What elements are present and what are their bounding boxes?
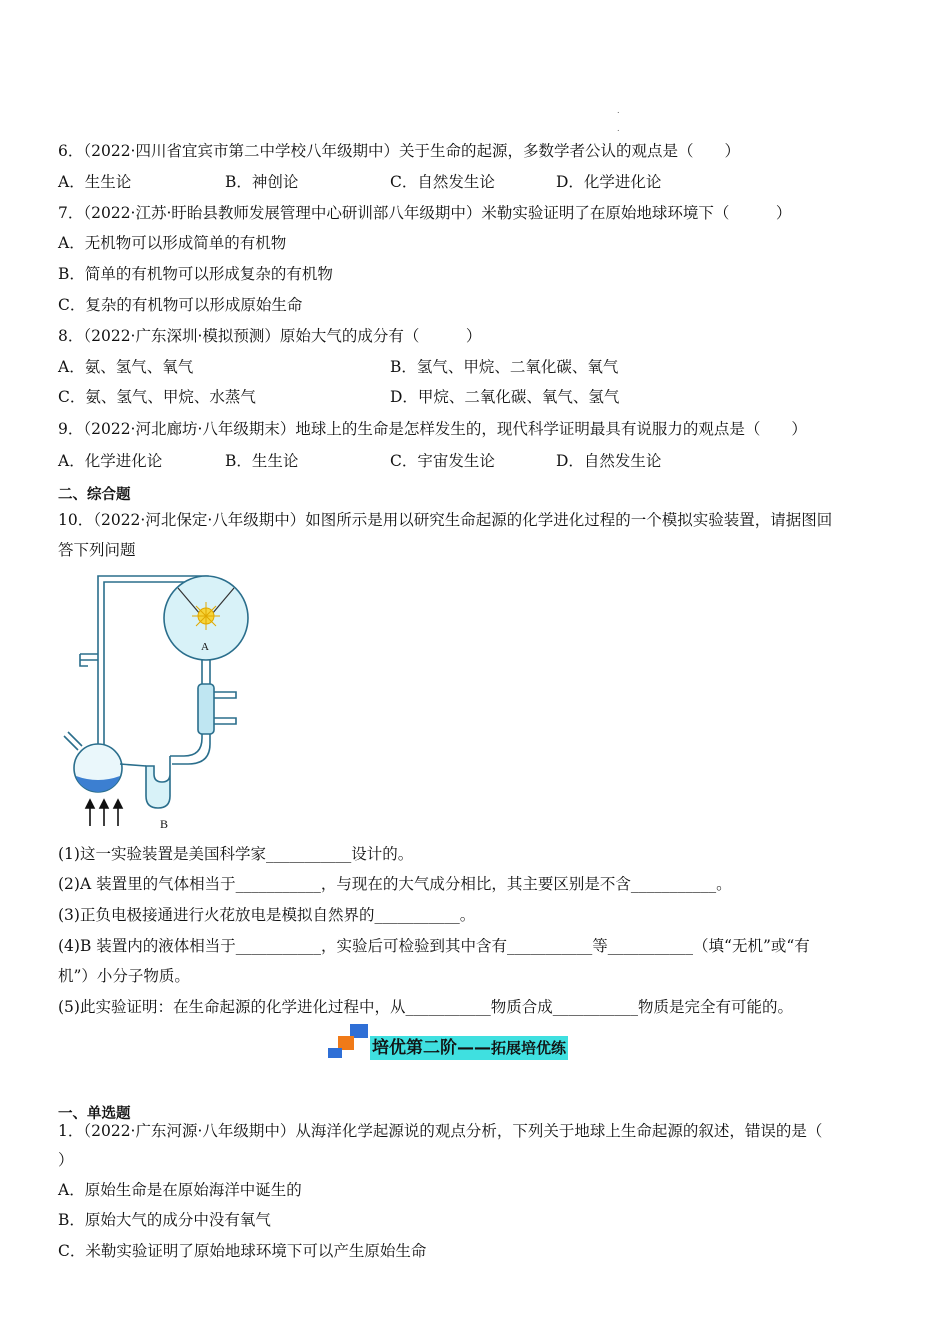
question-8-stem: 8．（2022·广东深圳·模拟预测）原始大气的成分有（ ）	[58, 327, 482, 345]
section-title-single-choice: 一、单选题	[58, 1106, 131, 1122]
q7-option-b: B．简单的有机物可以形成复杂的有机物	[58, 265, 333, 283]
q6-option-d: D．化学进化论	[556, 173, 662, 191]
condenser	[198, 684, 214, 734]
q7-option-c: C．复杂的有机物可以形成原始生命	[58, 296, 303, 314]
sub-question-4: (4)B 装置内的液体相当于___________，实验后可检验到其中含有___________等___________（填“无机”或“有	[58, 937, 810, 955]
q6-option-b: B．神创论	[225, 173, 299, 191]
q8-option-a: A．氨、氢气、氧气	[58, 358, 194, 376]
miller-apparatus-diagram	[58, 568, 278, 836]
q1-option-a: A．原始生命是在原始海洋中诞生的	[58, 1181, 302, 1199]
condenser-port	[214, 692, 236, 724]
q9-option-b: B．生生论	[225, 452, 299, 470]
stage-banner	[328, 1022, 628, 1064]
q6-option-a: A．生生论	[58, 173, 132, 191]
tap	[80, 654, 98, 666]
sub-question-4-cont: 机”）小分子物质。	[58, 967, 190, 985]
question-10-stem-line2: 答下列问题	[58, 541, 136, 559]
section-title-comprehensive: 二、综合题	[58, 487, 131, 503]
sub-question-2: (2)A 装置里的气体相当于___________，与现在的大气成分相比，其主要区别是不含___________。	[58, 875, 732, 893]
q9-option-d: D．自然发生论	[556, 452, 662, 470]
question-10-stem-line1: 10．（2022·河北保定·八年级期中）如图所示是用以研究生命起源的化学进化过程的一个模拟实验装置，请据图回	[58, 511, 833, 529]
spark-rays	[192, 602, 220, 630]
flask-neck	[64, 732, 82, 750]
banner-title	[370, 1036, 568, 1060]
banner-main: 培优第二阶——	[372, 1038, 491, 1058]
q1-option-c: C．米勒实验证明了原始地球环境下可以产生原始生命	[58, 1242, 427, 1260]
q6-option-c: C．自然发生论	[390, 173, 495, 191]
banner-logo-icon	[328, 1022, 372, 1064]
sub-question-1: (1)这一实验装置是美国科学家___________设计的。	[58, 845, 414, 863]
question-9-stem: 9．（2022·河北廊坊·八年级期末）地球上的生命是怎样发生的，现代科学证明最具有说服力的观点是（ ）	[58, 420, 807, 438]
mark-dot: .	[617, 124, 620, 133]
sub-question-3: (3)正负电极接通进行火花放电是模拟自然界的___________。	[58, 906, 476, 924]
q9-option-c: C．宇宙发生论	[390, 452, 495, 470]
label-a: A	[201, 641, 209, 653]
mark-dot: .	[617, 106, 620, 115]
label-b: B	[160, 817, 169, 831]
question-7-stem: 7．（2022·江苏·盱眙县教师发展管理中心研训部八年级期中）米勒实验证明了在原始地球环境下（ ）	[58, 204, 792, 222]
q9-option-a: A．化学进化论	[58, 452, 163, 470]
q1-option-b: B．原始大气的成分中没有氧气	[58, 1211, 271, 1229]
u-trap	[146, 756, 170, 808]
q7-option-a: A．无机物可以形成简单的有机物	[58, 234, 287, 252]
tube	[120, 764, 146, 766]
q8-option-c: C．氨、氢气、甲烷、水蒸气	[58, 388, 256, 406]
question-1-stem-line2: ）	[58, 1151, 74, 1169]
sub-question-5: (5)此实验证明：在生命起源的化学进化过程中，从___________物质合成___________物质是完全有可能的。	[58, 998, 793, 1016]
question-1-stem-line1: 1．（2022·广东河源·八年级期中）从海洋化学起源说的观点分析，下列关于地球上生命起源的叙述，错误的是（	[58, 1122, 823, 1140]
q8-option-b: B．氢气、甲烷、二氧化碳、氧气	[390, 358, 619, 376]
q8-option-d: D．甲烷、二氧化碳、氧气、氢气	[390, 388, 620, 406]
banner-sub: 拓展培优练	[491, 1039, 567, 1057]
question-6-stem: 6．（2022·四川省宜宾市第二中学校八年级期中）关于生命的起源，多数学者公认的观点是（ ）	[58, 142, 740, 160]
